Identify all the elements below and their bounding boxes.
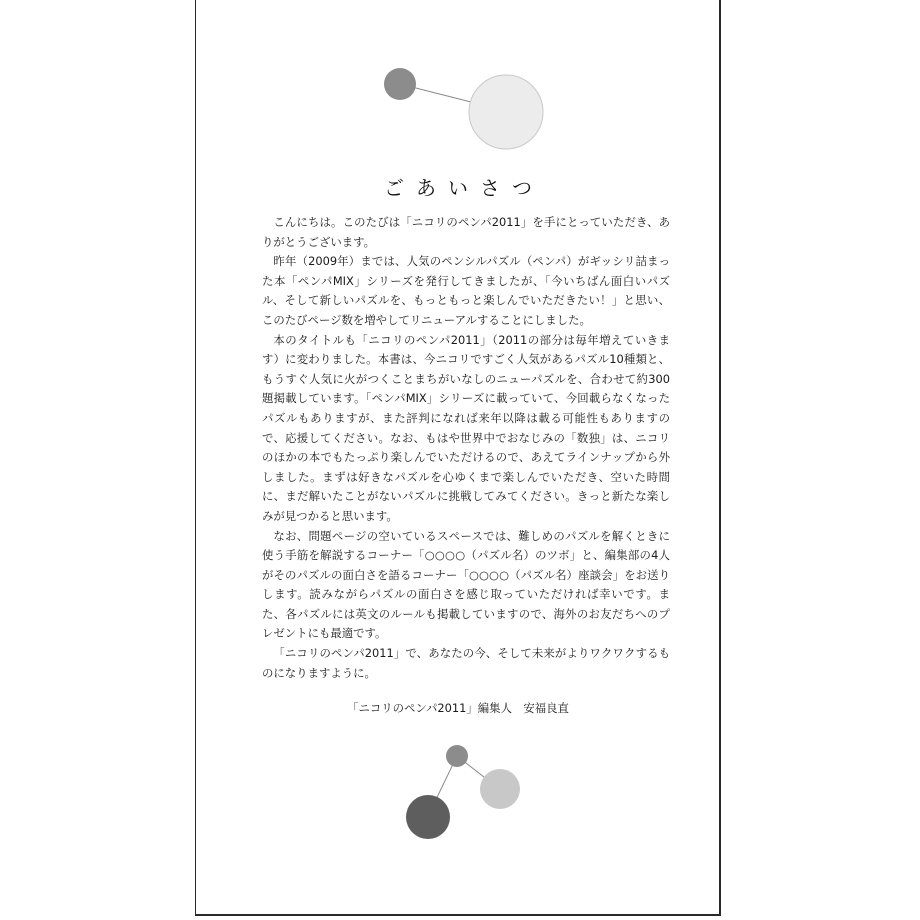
molecule-decoration-top [376,60,552,156]
paragraph: 本のタイトルも「ニコリのペンパ2011」（2011の部分は毎年増えていきます）に変わりました。本書は、今ニコリですごく人気があるパズル10種類と、もうすぐ人気に火がつくことまちがいなしのニューパズルを、合わせて約300題掲載しています。「ペンパMIX」シリーズに載っていて、今回載らなくなったパズルもありますが、また評判になれば来年以降は載る可能性もありますので、応援してください。なお、もはや世界中でおなじみの「数独」は、ニコリのほかの本でもたっぷり楽しんでいただけるので、あえてラインナップから外しました。まずは好きなパズルを心ゆくまで楽しんでいただき、空いた時間に、まだ解いたことがないパズルに挑戦してみてください。きっと新たな楽しみが見つかると思います。 [262,332,670,523]
large-circle [406,795,450,839]
medium-circle [480,769,520,809]
paragraph: なお、問題ページの空いているスペースでは、難しめのパズルを解くときに使う手筋を解説するコーナー「○○○○（パズル名）のツボ」と、編集部の4人がそのパズルの面白さを語るコーナー「○○○○（パズル名）座談会」をお送りします。読みながらパズルの面白さを感じ取っていただければ幸いです。また、各パズルには英文のルールも掲載していますので、海外のお友だちへのプレゼントにも最適です。 [262,528,670,641]
molecule-decoration-bottom [400,738,530,848]
editor-signature: 「ニコリのペンパ2011」編集人 安福良直 [347,701,569,715]
small-circle [384,68,416,100]
greeting-body [262,213,670,683]
page-title: ごあいさつ [384,176,544,200]
paragraph: こんにちは。このたびは「ニコリのペンパ2011」を手にとっていただき、ありがとうございます。 [262,215,670,249]
large-circle [469,75,543,149]
paragraph: 「ニコリのペンパ2011」で、あなたの今、そして未来がよりワクワクするものになりますように。 [262,646,670,680]
paragraph: 昨年（2009年）までは、人気のペンシルパズル（ペンパ）がギッシリ詰まった本「ペンパMIX」シリーズを発行してきましたが、「今いちばん面白いパズル、そして新しいパズルを、もっともっと楽しんでいただきたい！」と思い、このたびページ数を増やしてリニューアルすることにしました。 [262,254,670,327]
small-circle [446,745,468,767]
